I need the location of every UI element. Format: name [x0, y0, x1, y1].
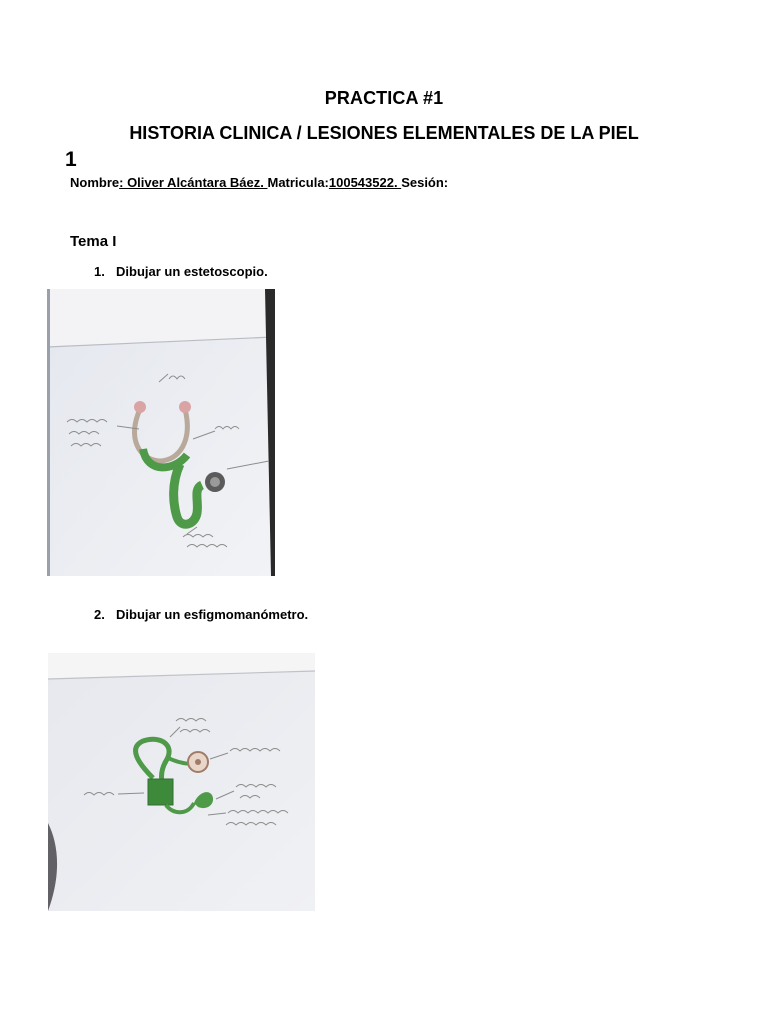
- list-item: [94, 264, 268, 279]
- stethoscope-drawing-photo: [47, 289, 275, 576]
- list-item: [94, 607, 308, 622]
- nombre-value: : Oliver Alcántara Báez.: [119, 175, 268, 190]
- matricula-value: 100543522.: [328, 175, 402, 190]
- sesion-label: Sesión:: [401, 175, 449, 190]
- page-subtitle: HISTORIA CLINICA / LESIONES ELEMENTALES DE LA PIEL: [129, 123, 639, 143]
- list-item-text: Dibujar un esfigmomanómetro.: [116, 607, 309, 622]
- section-heading: Tema I: [70, 233, 117, 250]
- student-info-line: [70, 175, 448, 190]
- matricula-label: Matricula:: [267, 175, 329, 190]
- list-item-text: Dibujar un estetoscopio.: [116, 264, 268, 279]
- sphygmomanometer-drawing-photo: [48, 653, 315, 911]
- page-number: 1: [65, 148, 77, 171]
- nombre-label: Nombre: [70, 175, 120, 190]
- list-item-number: 2.: [94, 607, 105, 622]
- list-item-number: 1.: [94, 264, 105, 279]
- page-title: PRACTICA #1: [324, 88, 444, 108]
